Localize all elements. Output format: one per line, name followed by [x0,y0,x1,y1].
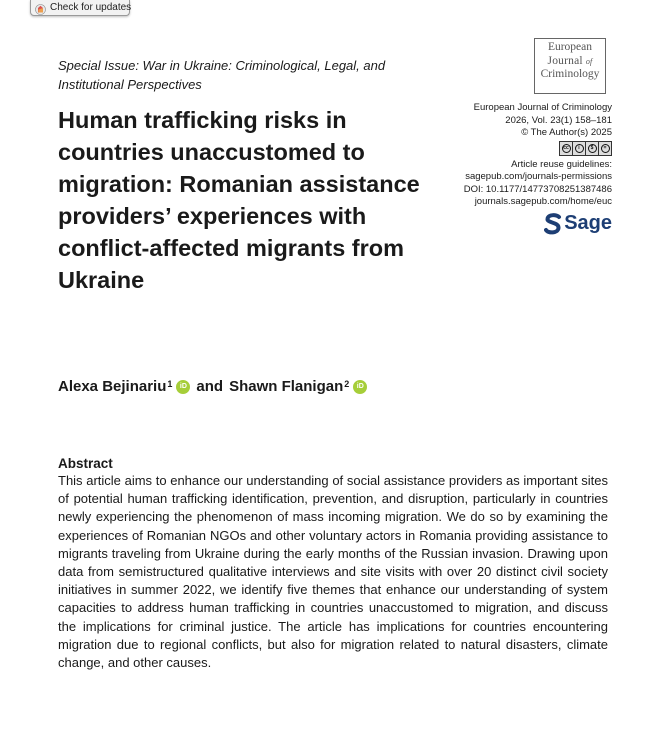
author-1-affiliation: 1 [167,378,173,389]
journal-logo-line1: European [547,41,593,53]
doi[interactable]: DOI: 10.1177/14773708251387486 [463,183,612,195]
abstract-heading: Abstract [58,456,113,471]
journal-logo-of: of [585,56,593,66]
cc-nd-icon: = [599,142,611,155]
journal-url[interactable]: journals.sagepub.com/home/euc [474,196,612,207]
author-2-name: Shawn Flanigan [229,378,344,395]
cc-nc-icon: $ [586,142,599,155]
author-line [58,378,373,395]
copyright: © The Author(s) 2025 [521,127,612,138]
check-for-updates-button[interactable] [30,0,130,16]
sage-wordmark: Sage [564,212,612,235]
journal-logo [534,38,606,94]
journal-logo-line3: Criminology [540,68,600,80]
special-issue-label: Special Issue: War in Ukraine: Criminological, Legal, and Institutional Perspectives [58,58,386,92]
orcid-icon[interactable]: iD [353,380,367,394]
reuse-guidelines-label: Article reuse guidelines: [511,158,612,170]
author-1-name: Alexa Bejinariu [58,378,167,395]
abstract-text: This article aims to enhance our understanding of social assistance providers as important sites of potential human trafficking identification, prevention, and disruption, particularly in countries newly experiencing the phenomenon of mass incoming migration. We do so by examining the experiences of Romanian NGOs and other voluntary actors in Romania providing assistance to migrants traveling from Ukraine during the early months of the Russian invasion. Drawing upon data from semistructured qualitative interviews and site visits with over 20 distinct civil society initiatives in summer 2022, we identify five themes that enhance our understanding of system capacities to address human trafficking in countries unaccustomed to migration, and discuss the implications for criminal justice. The article has implications for countries encountering migration due to regional conflicts, but also for migration related to natural disasters, climate change, and other causes. [58,473,608,671]
author-2-affiliation: 2 [344,378,350,389]
article-title: Human trafficking risks in countries unaccustomed to migration: Romanian assistance providers’ experiences with conflict-affected migrants from Ukraine [58,107,420,293]
cc-license-badge[interactable] [559,141,612,156]
sage-s-icon [544,213,562,235]
reuse-guidelines-link[interactable]: sagepub.com/journals-permissions [465,171,612,182]
sage-logo [544,213,612,235]
cc-icon: cc [560,142,573,155]
journal-volume: 2026, Vol. 23(1) 158–181 [505,114,612,126]
check-updates-icon [35,2,46,13]
author-conjunction: and [196,378,224,395]
journal-logo-line2: Journal of [547,54,593,67]
cc-by-icon: i [573,142,586,155]
orcid-icon[interactable]: iD [176,380,190,394]
check-for-updates-label: Check for updates [50,2,132,13]
journal-name: European Journal of Criminology [473,102,612,113]
